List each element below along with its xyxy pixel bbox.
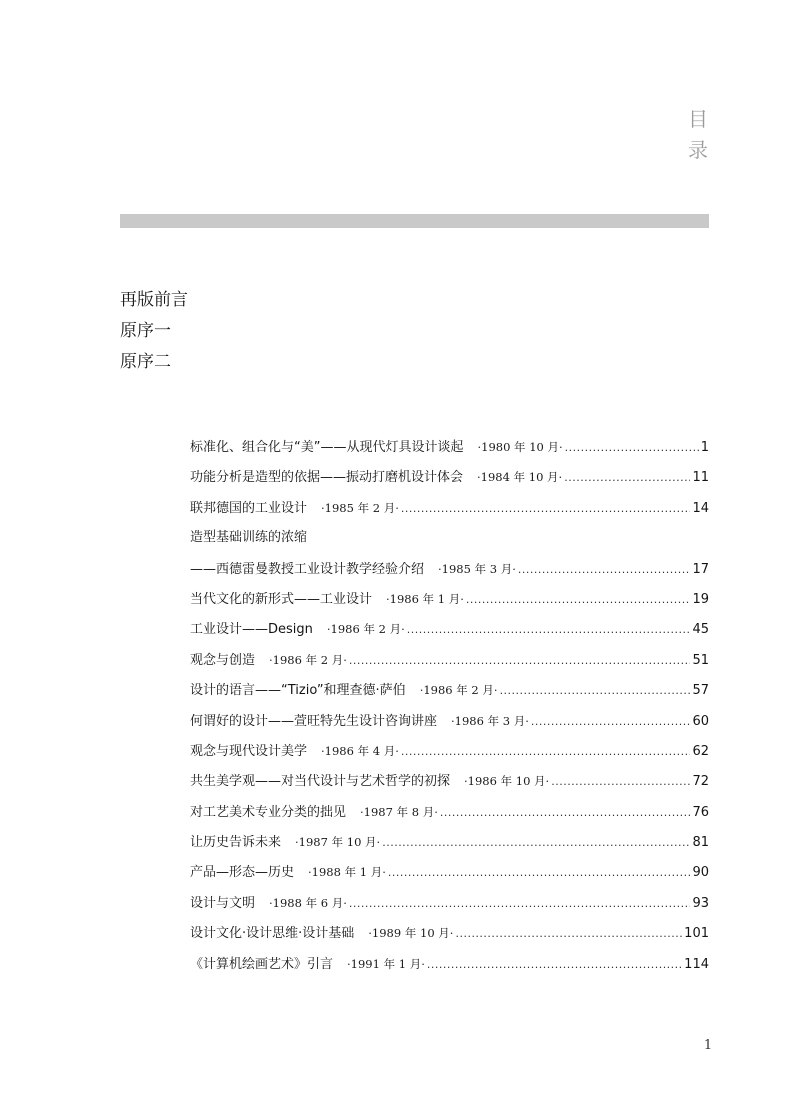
toc-entry[interactable] [190, 462, 709, 492]
front-matter-list [120, 285, 188, 378]
entry-date: ·1986 年 4 月· [321, 743, 399, 758]
dot-leader [500, 676, 691, 706]
entry-page: 19 [692, 591, 709, 607]
entry-title: 设计与文明 [190, 895, 256, 911]
front-matter-item[interactable]: 原序一 [120, 321, 171, 341]
entry-page: 101 [684, 926, 709, 942]
entry-date: ·1986 年 2 月· [419, 683, 498, 698]
dot-leader [349, 889, 691, 919]
toc-entry[interactable] [190, 584, 709, 614]
dot-leader [401, 494, 691, 524]
dot-leader [401, 737, 691, 767]
toc-entry[interactable] [190, 614, 709, 644]
toc-heading-char: 录 [688, 138, 708, 162]
entry-title: 功能分析是造型的依据——振动打磨机设计体会 [190, 470, 464, 486]
toc-entry[interactable] [190, 645, 709, 675]
toc-entry[interactable] [190, 918, 709, 948]
entry-date: ·1986 年 3 月· [451, 713, 529, 728]
entry-title: 观念与创造 [190, 652, 256, 668]
entry-date: ·1988 年 6 月· [269, 895, 347, 910]
entry-page: 76 [692, 804, 709, 820]
toc-entry-heading[interactable] [190, 523, 709, 553]
entry-page: 90 [692, 865, 709, 881]
entry-date: ·1986 年 2 月· [269, 652, 347, 667]
toc-entry[interactable] [190, 706, 709, 736]
toc-heading [684, 104, 712, 166]
dot-leader [551, 767, 690, 797]
entry-title: 何谓好的设计——萱旺特先生设计咨询讲座 [190, 713, 438, 729]
toc-entry[interactable] [190, 827, 709, 857]
entry-title: 对工艺美术专业分类的拙见 [190, 804, 347, 820]
entry-date: ·1985 年 2 月· [321, 500, 399, 515]
page-number: 1 [703, 1038, 713, 1053]
toc-entry[interactable] [190, 736, 709, 766]
entry-date: ·1980 年 10 月· [477, 440, 563, 454]
entry-title: 产品—形态—历史 [190, 865, 295, 881]
dot-leader [349, 646, 691, 676]
dot-leader [564, 463, 690, 493]
toc-entry[interactable] [190, 766, 709, 796]
dot-leader [388, 858, 691, 888]
entry-date: ·1989 年 10 月· [368, 926, 454, 941]
entry-page: 60 [692, 713, 709, 729]
dot-leader [518, 555, 691, 585]
dot-leader [427, 950, 682, 980]
entry-title: 设计的语言——“Tizio”和理查德·萨伯 [190, 683, 406, 699]
entry-page: 62 [692, 743, 709, 759]
front-matter-item[interactable]: 原序二 [120, 352, 171, 372]
dot-leader [466, 585, 691, 615]
entry-date: ·1984 年 10 月· [477, 470, 563, 485]
entry-date: ·1986 年 1 月· [386, 591, 464, 606]
toc-entry[interactable] [190, 888, 709, 918]
entry-date: ·1985 年 3 月· [438, 561, 516, 576]
entry-date: ·1988 年 1 月· [308, 865, 386, 880]
front-matter-item[interactable]: 再版前言 [120, 290, 188, 310]
dot-leader [440, 798, 691, 828]
entry-page: 45 [692, 622, 709, 638]
entry-title: 《计算机绘画艺术》引言 [190, 956, 334, 972]
entry-page: 81 [692, 835, 709, 851]
toc-entry-list [190, 432, 709, 979]
toc-entry[interactable] [190, 797, 709, 827]
toc-entry[interactable] [190, 675, 709, 705]
entry-date: ·1986 年 10 月· [464, 774, 550, 789]
toc-entry[interactable] [190, 432, 709, 462]
dot-leader [565, 433, 699, 463]
entry-page: 1 [700, 440, 709, 455]
entry-page: 51 [692, 652, 709, 668]
entry-title: 当代文化的新形式——工业设计 [190, 591, 373, 607]
entry-date: ·1987 年 10 月· [295, 835, 381, 850]
entry-title: 观念与现代设计美学 [190, 743, 308, 759]
entry-page: 114 [684, 956, 709, 972]
entry-title: 设计文化·设计思维·设计基础 [190, 926, 355, 942]
dot-leader [407, 615, 691, 645]
entry-page: 17 [692, 561, 709, 577]
toc-entry[interactable] [190, 857, 709, 887]
entry-title: 让历史告诉未来 [190, 835, 282, 851]
entry-page: 14 [692, 500, 709, 516]
entry-page: 57 [692, 683, 709, 699]
entry-title: 联邦德国的工业设计 [190, 500, 308, 516]
entry-date: ·1991 年 1 月· [347, 956, 425, 971]
toc-entry[interactable] [190, 554, 709, 584]
dot-leader [455, 919, 682, 949]
entry-page: 93 [692, 895, 709, 911]
dot-leader [382, 828, 690, 858]
toc-heading-char: 目 [688, 107, 708, 131]
toc-entry[interactable] [190, 493, 709, 523]
entry-title: 标准化、组合化与“美”——从现代灯具设计谈起 [190, 440, 464, 455]
entry-title: ——西德雷曼教授工业设计教学经验介绍 [190, 561, 425, 577]
toc-entry[interactable] [190, 949, 709, 979]
entry-title: 共生美学观——对当代设计与艺术哲学的初探 [190, 774, 451, 790]
entry-title: 造型基础训练的浓缩 [190, 530, 308, 546]
entry-date: ·1987 年 8 月· [360, 804, 438, 819]
entry-page: 11 [692, 470, 709, 486]
entry-page: 72 [692, 774, 709, 790]
dot-leader [531, 707, 691, 737]
header-rule [120, 214, 709, 228]
entry-title: 工业设计——Design [190, 622, 313, 638]
entry-date: ·1986 年 2 月· [326, 622, 405, 637]
